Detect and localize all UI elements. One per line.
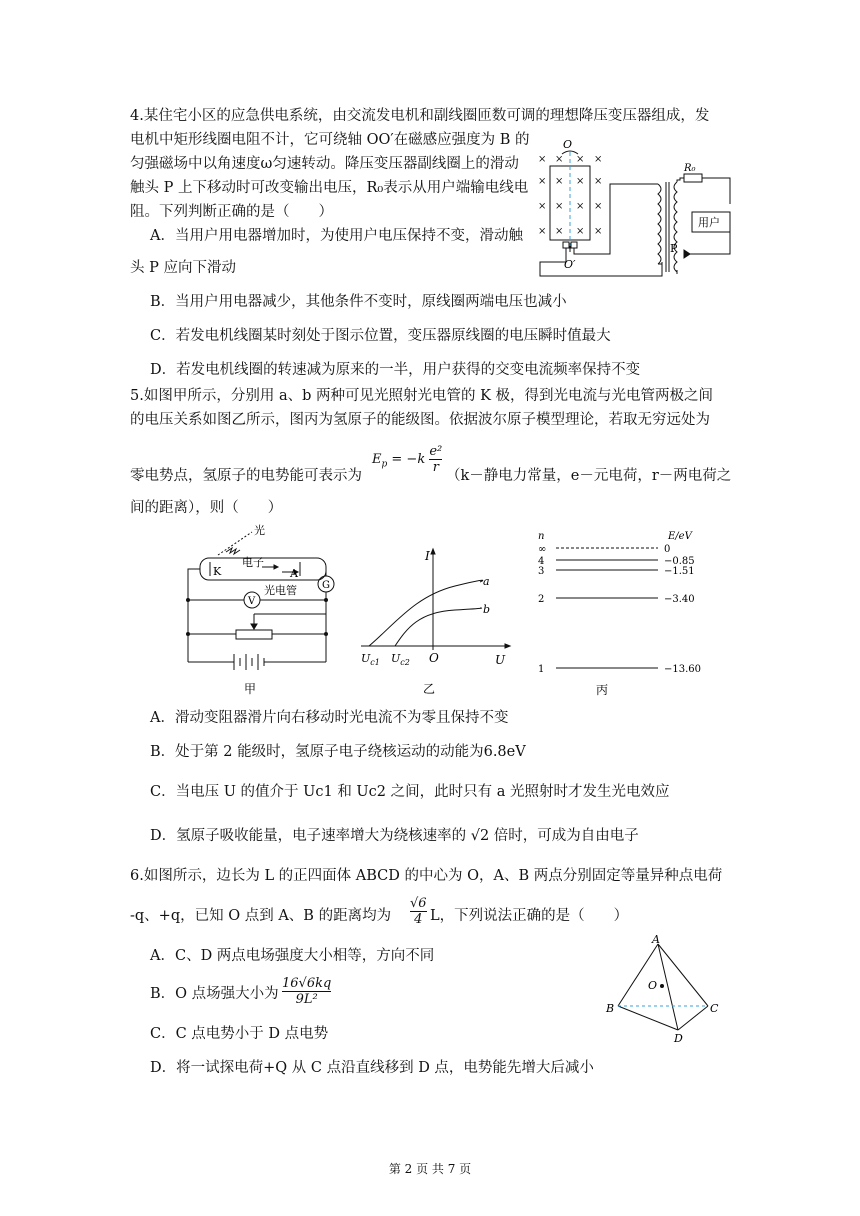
svg-text:×: × (538, 226, 547, 237)
q6-frac-num: √6 (410, 896, 427, 911)
energy-level-value: 0 (664, 544, 671, 555)
q4-option-a-1: A．当用户用电器增加时，为使用户电压保持不变，滑动触 (150, 228, 523, 244)
q4-fig-p: P (670, 242, 678, 255)
energy-level-n: ∞ (538, 544, 547, 555)
svg-text:×: × (538, 176, 547, 187)
q5-option-d: D．氢原子吸收能量，电子速率增大为绕核速率的 √2 倍时，可成为自由电子 (150, 828, 639, 844)
formula-num: e² (429, 444, 443, 459)
q4-option-c: C．若发电机线圈某时刻处于图示位置，变压器原线圈的电压瞬时值最大 (150, 328, 611, 344)
yi-curve-a: a (483, 575, 490, 588)
jia-light-label: 光 (254, 524, 265, 537)
q6-frac-den: 4 (414, 912, 423, 927)
q6-tetrahedron-figure (600, 934, 730, 1044)
q4-line-2: 电机中矩形线圈电阻不计，它可绕轴 OO′在磁感应强度为 B 的 (130, 132, 530, 148)
yi-curve-b: b (483, 603, 491, 616)
yi-u-label: U (495, 653, 506, 667)
bing-n-label: n (538, 531, 545, 542)
q5-circuit-figure (182, 522, 337, 697)
q4-line-1: 4.某住宅小区的应急供电系统，由交流发电机和副线圈匝数可调的理想降压变压器组成，发 (130, 108, 710, 124)
energy-level-n: 4 (538, 556, 545, 567)
page-footer: 第 2 页 共 7 页 (388, 1162, 472, 1176)
jia-k-label: K (213, 565, 222, 578)
formula-sub: p (381, 459, 388, 470)
q4-fig-user: 用户 (698, 216, 720, 229)
energy-level-value: −13.60 (664, 664, 702, 675)
q5-line-2: 的电压关系如图乙所示，图丙为氢原子的能级图。依据波尔原子模型理论，若取无穷远处为 (130, 412, 710, 428)
jia-tube-label: 光电管 (264, 584, 297, 597)
energy-level-value: −1.51 (664, 566, 695, 577)
q5-option-c: C．当电压 U 的值介于 Uc1 和 Uc2 之间，此时只有 a 光照射时才发生光电效应 (150, 784, 670, 800)
jia-galvanometer: G (322, 580, 330, 591)
q5-line-3b: （k－静电力常量，e－元电荷，r－两电荷之 (446, 468, 732, 484)
tetra-a: A (652, 934, 660, 946)
q4-generator-transformer-figure (532, 134, 737, 279)
q4-option-b: B．当用户用电器减少，其他条件不变时，原线圈两端电压也减小 (150, 294, 567, 310)
yi-uc1: $U_{c1}$ (361, 652, 380, 667)
q4-line-4: 触头 P 上下移动时可改变输出电压，R₀表示从用户端输电线电 (130, 180, 529, 196)
svg-text:×: × (555, 154, 564, 165)
q4-fig-r0: R₀ (684, 163, 696, 174)
svg-text:×: × (594, 154, 603, 165)
jia-caption: 甲 (244, 682, 257, 696)
svg-text:×: × (594, 201, 603, 212)
yi-i-label: I (425, 549, 430, 563)
q5-line-4: 间的距离），则（ ） (130, 500, 283, 516)
q4-option-a-2: 头 P 应向下滑动 (130, 260, 236, 276)
svg-text:×: × (538, 201, 547, 212)
q6-distance-fraction (410, 896, 427, 927)
q5-line-3a: 零电势点，氢原子的电势能可表示为 (130, 468, 362, 484)
tetra-c: C (710, 1002, 719, 1015)
q6-line-2b: L，下列说法正确的是（ ） (430, 908, 629, 924)
yi-uc2: $U_{c2}$ (391, 652, 410, 667)
svg-text:×: × (594, 226, 603, 237)
q5-line-1: 5.如图甲所示，分别用 a、b 两种可见光照射光电管的 K 极，得到光电流与光电管两极之间 (130, 388, 714, 404)
formula-e: E (372, 452, 382, 467)
q5-iv-graph (355, 546, 515, 696)
q4-option-d: D．若发电机线圈的转速减为原来的一半，用户获得的交变电流频率保持不变 (150, 362, 641, 378)
energy-level-n: 1 (538, 664, 545, 675)
bing-e-label: E/eV (668, 531, 692, 542)
q6-option-d: D．将一试探电荷+Q 从 C 点沿直线移到 D 点，电势能先增大后减小 (150, 1060, 594, 1076)
q4-fig-o-prime: O′ (564, 258, 576, 271)
q6-option-c: C．C 点电势小于 D 点电势 (150, 1026, 329, 1042)
q5-option-a: A．滑动变阻器滑片向右移动时光电流不为零且保持不变 (150, 710, 509, 726)
energy-level-value: −0.85 (664, 556, 695, 567)
q6-b-frac-den: 9L² (295, 992, 318, 1007)
svg-text:×: × (555, 201, 564, 212)
q4-fig-o: O (563, 138, 573, 151)
energy-level-n: 3 (538, 566, 545, 577)
jia-a-label: A (290, 567, 298, 580)
energy-level-value: −3.40 (664, 594, 695, 605)
q5-energy-level-diagram (530, 528, 710, 698)
q5-option-b: B．处于第 2 能级时，氢原子电子绕核运动的动能为6.8eV (150, 744, 526, 760)
q4-line-3: 匀强磁场中以角速度ω匀速转动。降压变压器副线圈上的滑动 (130, 156, 519, 172)
bing-caption: 丙 (596, 683, 609, 697)
svg-text:×: × (555, 226, 564, 237)
svg-text:×: × (555, 176, 564, 187)
tetra-o: O (648, 979, 658, 992)
q5-potential-energy-formula (372, 444, 442, 475)
q6-line-2a: -q、+q，已知 O 点到 A、B 的距离均为 (130, 908, 392, 924)
jia-voltmeter: V (248, 596, 256, 607)
q6-option-b-prefix: B．O 点场强大小为 (150, 986, 279, 1002)
svg-text:×: × (576, 226, 585, 237)
q6-option-a: A．C、D 两点电场强度大小相等，方向不同 (150, 948, 435, 964)
svg-text:×: × (538, 154, 547, 165)
q6-field-fraction (282, 976, 331, 1007)
formula-den: r (432, 460, 439, 475)
q4-line-5: 阻。下列判断正确的是（ ） (130, 204, 333, 220)
jia-electron-label: 电子 (242, 556, 264, 569)
svg-text:×: × (576, 176, 585, 187)
formula-eq: = −k (387, 452, 426, 467)
energy-level-n: 2 (538, 594, 545, 605)
tetra-d: D (674, 1032, 683, 1044)
svg-text:×: × (576, 201, 585, 212)
q6-line-1: 6.如图所示，边长为 L 的正四面体 ABCD 的中心为 O，A、B 两点分别固定等量异种点电荷 (130, 868, 723, 884)
yi-caption: 乙 (423, 682, 436, 696)
tetra-b: B (606, 1002, 615, 1015)
q6-b-frac-num: 16√6kq (282, 976, 332, 991)
svg-text:×: × (576, 154, 585, 165)
yi-origin: O (429, 651, 439, 665)
svg-text:×: × (594, 176, 603, 187)
